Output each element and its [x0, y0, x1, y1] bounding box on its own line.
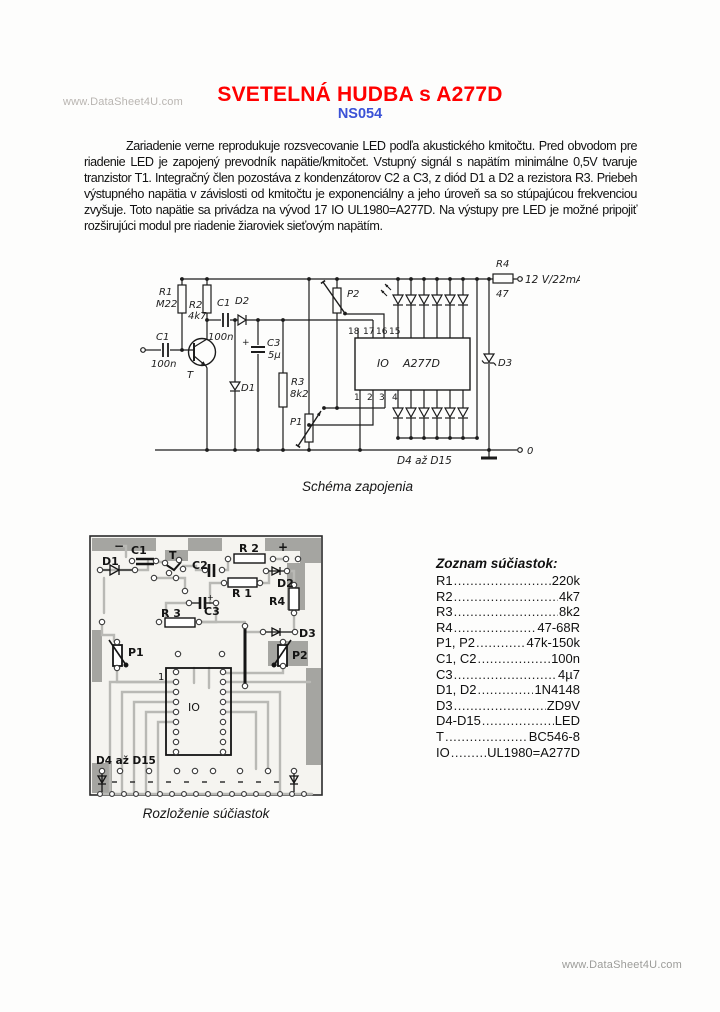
watermark-bottom: www.DataSheet4U.com: [562, 959, 682, 971]
label-r3-value: 8k2: [290, 389, 309, 400]
label-d1: D1: [241, 383, 256, 394]
part-value: 100n: [551, 650, 580, 666]
schematic-caption: Schéma zapojenia: [301, 479, 414, 494]
label-cin-value: 100n: [151, 359, 177, 370]
label-pin18: 18: [348, 327, 360, 337]
leader-dots: [476, 635, 525, 650]
label-p1: P1: [290, 417, 303, 428]
leader-dots: [454, 604, 558, 619]
leader-dots: [477, 651, 550, 666]
leader-dots: [451, 745, 486, 760]
part-value: ZD9V: [546, 697, 580, 713]
leader-dots: [454, 667, 557, 682]
part-value: LED: [554, 713, 580, 729]
pcb-label-c3-plus: +: [207, 593, 214, 602]
leader-dots: [482, 713, 554, 728]
part-value: 8k2: [559, 604, 580, 620]
leader-dots: [454, 698, 546, 713]
part-value: BC546-8: [528, 728, 580, 744]
leader-dots: [445, 729, 528, 744]
parts-row: [436, 620, 580, 636]
part-label: T: [436, 728, 444, 744]
pcb-label-plus: +: [278, 540, 289, 554]
label-pin2: 2: [367, 393, 373, 403]
pcb-label-io: IO: [188, 701, 200, 714]
pcb-caption: Rozloženie súčiastok: [142, 806, 270, 821]
parts-row: [436, 698, 580, 714]
label-r4-value: 47: [496, 289, 509, 300]
part-label: R2: [436, 588, 453, 604]
part-value: 47-68R: [537, 619, 580, 635]
parts-list-title: Zoznam súčiastok:: [436, 556, 558, 571]
part-value: 4µ7: [558, 666, 580, 682]
pcb-label-c2: C2: [192, 559, 208, 572]
label-pin17: 17: [363, 327, 375, 337]
label-r2: R2: [189, 300, 203, 311]
parts-row: [436, 589, 580, 605]
label-pin16: 16: [376, 327, 388, 337]
label-c3-value: 5µ: [268, 350, 281, 361]
label-zero: 0: [527, 446, 534, 457]
label-ic-type: A277D: [403, 357, 440, 370]
pcb-label-minus: −: [114, 539, 125, 553]
label-cin: C1: [156, 332, 170, 343]
part-label: R3: [436, 604, 453, 620]
parts-list: [436, 556, 580, 760]
pcb-label-d3: D3: [299, 627, 316, 640]
label-p2: P2: [347, 289, 360, 300]
parts-row: [436, 713, 580, 729]
label-csig: C1: [217, 298, 231, 309]
intro-paragraph: Zariadenie verne reprodukuje rozsvecovanie LED podľa akustického kmitočtu. Pred obvodom pre riadenie LED je zapojený prevodník napätie/kmitočet. Vstupný signál s napätím minimálne 0,5V tvaruje tranzistor T1. Integračný člen pozostáva z kondenzátorov C2 a C3, z diód D1 a D2 a rezistora R3. Priebeh výstupného napätia v závislosti od kmitočtu je exponenciálny a jeho úroveň sa so stúpajúcou frekvenciou zvyšuje. Toto napätie sa privádza na vývod 17 IO UL1980=A277D. Na výstupy pre LED je možné pripojiť rozširujúci modul pre riadenie žiaroviek sieťovým napätím.: [84, 139, 637, 233]
pcb-label-r1: R 1: [232, 587, 252, 600]
label-ic: IO: [377, 357, 389, 370]
label-r1-value: M22: [156, 299, 178, 310]
pcb-label-p1: P1: [128, 646, 144, 659]
part-label: D4-D15: [436, 713, 481, 729]
pcb-label-d1: D1: [102, 555, 119, 568]
watermark-top: www.DataSheet4U.com: [63, 96, 183, 108]
part-value: 4k7: [559, 588, 580, 604]
part-value: UL1980=A277D: [487, 744, 580, 760]
schematic-drawing: [135, 248, 580, 478]
label-r3: R3: [291, 377, 305, 388]
pcb-label-d2: D2: [277, 577, 294, 590]
label-c3-plus: +: [242, 338, 250, 348]
label-pin1: 1: [354, 393, 360, 403]
part-label: IO: [436, 744, 450, 760]
label-d3: D3: [498, 358, 513, 369]
pcb-drawing: [88, 533, 325, 800]
label-led-range: D4 až D15: [397, 455, 452, 467]
label-r4: R4: [496, 259, 510, 270]
part-label: P1, P2: [436, 635, 476, 651]
label-transistor: T: [187, 370, 194, 381]
parts-row: [436, 667, 580, 683]
part-label: C3: [436, 666, 453, 682]
part-label: D3: [436, 697, 453, 713]
part-value: 220k: [551, 573, 580, 588]
pcb-label-r2: R 2: [239, 542, 259, 555]
leader-dots: [454, 589, 558, 604]
leader-dots: [477, 682, 533, 697]
pcb-label-p2: P2: [292, 649, 308, 662]
parts-row: [436, 635, 580, 651]
page-subtitle: NS054: [337, 106, 383, 122]
pcb-figure: [88, 533, 325, 805]
schematic-figure: [135, 248, 580, 483]
pcb-label-r3: R 3: [161, 607, 181, 620]
label-d2: D2: [235, 296, 250, 307]
leader-dots: [454, 620, 537, 635]
label-r1: R1: [159, 287, 173, 298]
part-label: C1, C2: [436, 650, 477, 666]
pcb-label-r4: R4: [269, 595, 286, 608]
label-pin15: 15: [389, 327, 401, 337]
part-value: 47k-150k: [526, 635, 580, 651]
label-csig-value: 100n: [208, 332, 234, 343]
part-label: R4: [436, 619, 453, 635]
pcb-label-c1: C1: [131, 544, 147, 557]
parts-row: [436, 573, 580, 589]
label-supply: 12 V/22mA: [525, 274, 580, 286]
pcb-label-led-range: D4 až D15: [96, 755, 156, 767]
page-title: SVETELNÁ HUDBA s A277D: [217, 83, 503, 106]
part-label: R1: [436, 573, 453, 588]
part-value: 1N4148: [534, 682, 580, 698]
leader-dots: [454, 573, 551, 588]
parts-row: [436, 651, 580, 667]
part-label: D1, D2: [436, 682, 477, 698]
parts-row: [436, 604, 580, 620]
parts-row: [436, 729, 580, 745]
label-c3: C3: [267, 338, 281, 349]
parts-row: [436, 682, 580, 698]
label-pin4: 4: [392, 393, 398, 403]
label-pin3: 3: [379, 393, 385, 403]
parts-row: [436, 745, 580, 761]
label-r2-value: 4k7: [188, 311, 207, 322]
pcb-label-t: T: [169, 549, 177, 562]
pcb-label-pin1: 1: [158, 672, 165, 683]
pcb-label-c3: C3: [204, 605, 220, 618]
